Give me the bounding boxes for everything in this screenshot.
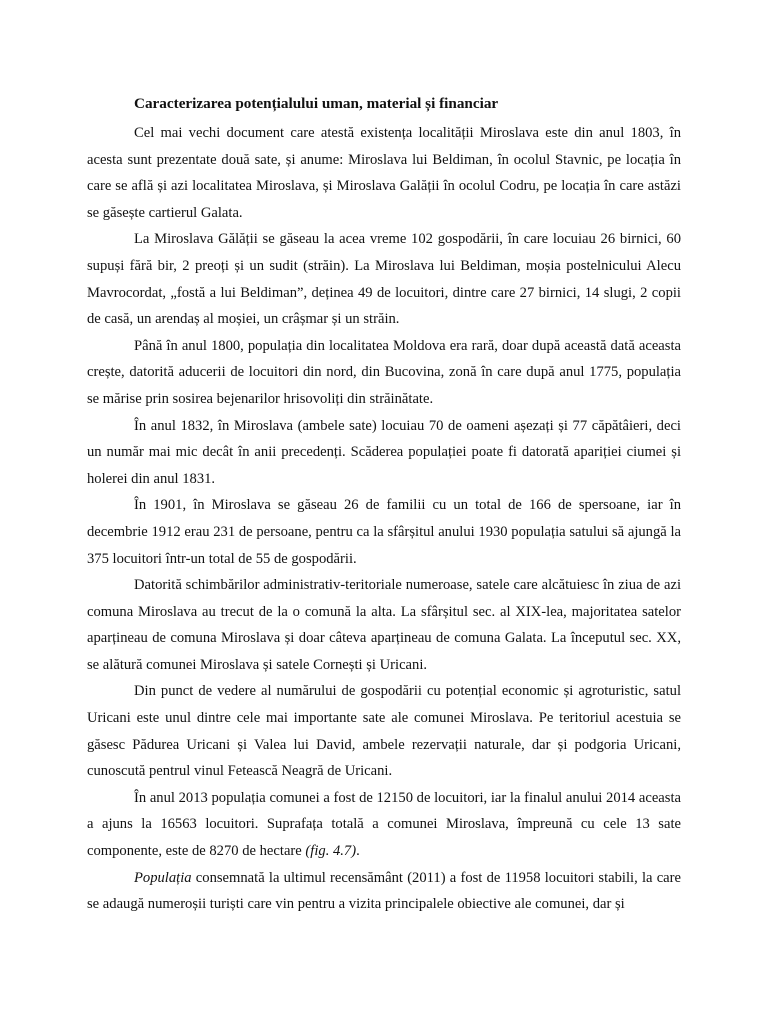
text-run: Până în anul 1800, populația din localitatea Moldova era rară, doar după această dată aceasta crește, datorită aducerii de locuitori din nord, din Bucovina, zonă în care după anul 1775, populația se mărise prin sosirea bejenarilor hrisovoliți din străinătate.	[87, 337, 681, 407]
paragraph	[87, 678, 681, 784]
text-run: consemnată la ultimul recensământ (2011) a fost de 11958 locuitori stabili, la care se adaugă numeroșii turiști care vin pentru a vizita principalele obiective ale comunei, dar și	[87, 869, 681, 913]
paragraph	[87, 120, 681, 226]
text-run: Datorită schimbărilor administrativ-teritoriale numeroase, satele care alcătuiesc în ziua de azi comuna Miroslava au trecut de la o comună la alta. La sfârșitul sec. al XIX-lea, majoritatea satelor aparțineau de comuna Miroslava și doar câteva aparțineau de comuna Galata. La începutul sec. XX, se alătură comunei Miroslava și satele Cornești și Uricani.	[87, 577, 681, 673]
document-body	[87, 93, 681, 918]
paragraph	[87, 865, 681, 918]
paragraph	[87, 226, 681, 332]
text-run: În 1901, în Miroslava se găseau 26 de familii cu un total de 166 de spersoane, iar în decembrie 1912 erau 231 de persoane, pentru ca la sfârșitul anului 1930 populația satului să ajungă la 375 locuitori într-un total de 55 de gospodării.	[87, 497, 681, 567]
text-run: .	[356, 843, 360, 860]
paragraph	[87, 572, 681, 678]
italic-text-run: (fig. 4.7)	[305, 843, 357, 860]
paragraph	[87, 492, 681, 572]
section-title: Caracterizarea potențialului uman, material și financiar	[134, 95, 499, 112]
italic-text-run: Populația	[134, 869, 192, 886]
text-run: Cel mai vechi document care atestă existența localității Miroslava este din anul 1803, în acesta sunt prezentate două sate, și anume: Miroslava lui Beldiman, în ocolul Stavnic, pe locația în care se află și azi localitatea Miroslava, și Miroslava Galății în ocolul Codru, pe locația în care astăzi se găsește cartierul Galata.	[87, 125, 681, 221]
paragraph	[87, 413, 681, 493]
paragraphs-container	[87, 120, 681, 918]
text-run: În anul 1832, în Miroslava (ambele sate) locuiau 70 de oameni așezați și 77 căpătâieri, deci un număr mai mic decât în anii precedenți. Scăderea populației poate fi datorată apariției ciumei și holerei din anul 1831.	[87, 417, 681, 487]
paragraph	[87, 785, 681, 865]
text-run: La Miroslava Gălății se găseau la acea vreme 102 gospodării, în care locuiau 26 birnici, 60 supuși fără bir, 2 preoți și un sudit (străin). La Miroslava lui Beldiman, moșia postelnicului Alecu Mavrocordat, „fostă a lui Beldiman”, deținea 49 de locuitori, dintre care 27 birnici, 14 slugi, 2 copii de casă, un arendaș al moșiei, un crâșmar și un străin.	[87, 231, 681, 328]
paragraph	[87, 333, 681, 413]
text-run: Din punct de vedere al numărului de gospodării cu potențial economic și agroturistic, satul Uricani este unul dintre cele mai importante sate ale comunei Miroslava. Pe teritoriul acestuia se găsesc Pădurea Uricani și Valea lui David, ambele rezervații naturale, dar și podgoria Uricani, cunoscută pentrul vinul Fetească Neagră de Uricani.	[87, 683, 681, 780]
text-run: În anul 2013 populația comunei a fost de 12150 de locuitori, iar la finalul anului 2014 aceasta a ajuns la 16563 locuitori. Suprafața totală a comunei Miroslava, împreună cu cele 13 sate componente, este de 8270 de hectare	[87, 789, 681, 860]
